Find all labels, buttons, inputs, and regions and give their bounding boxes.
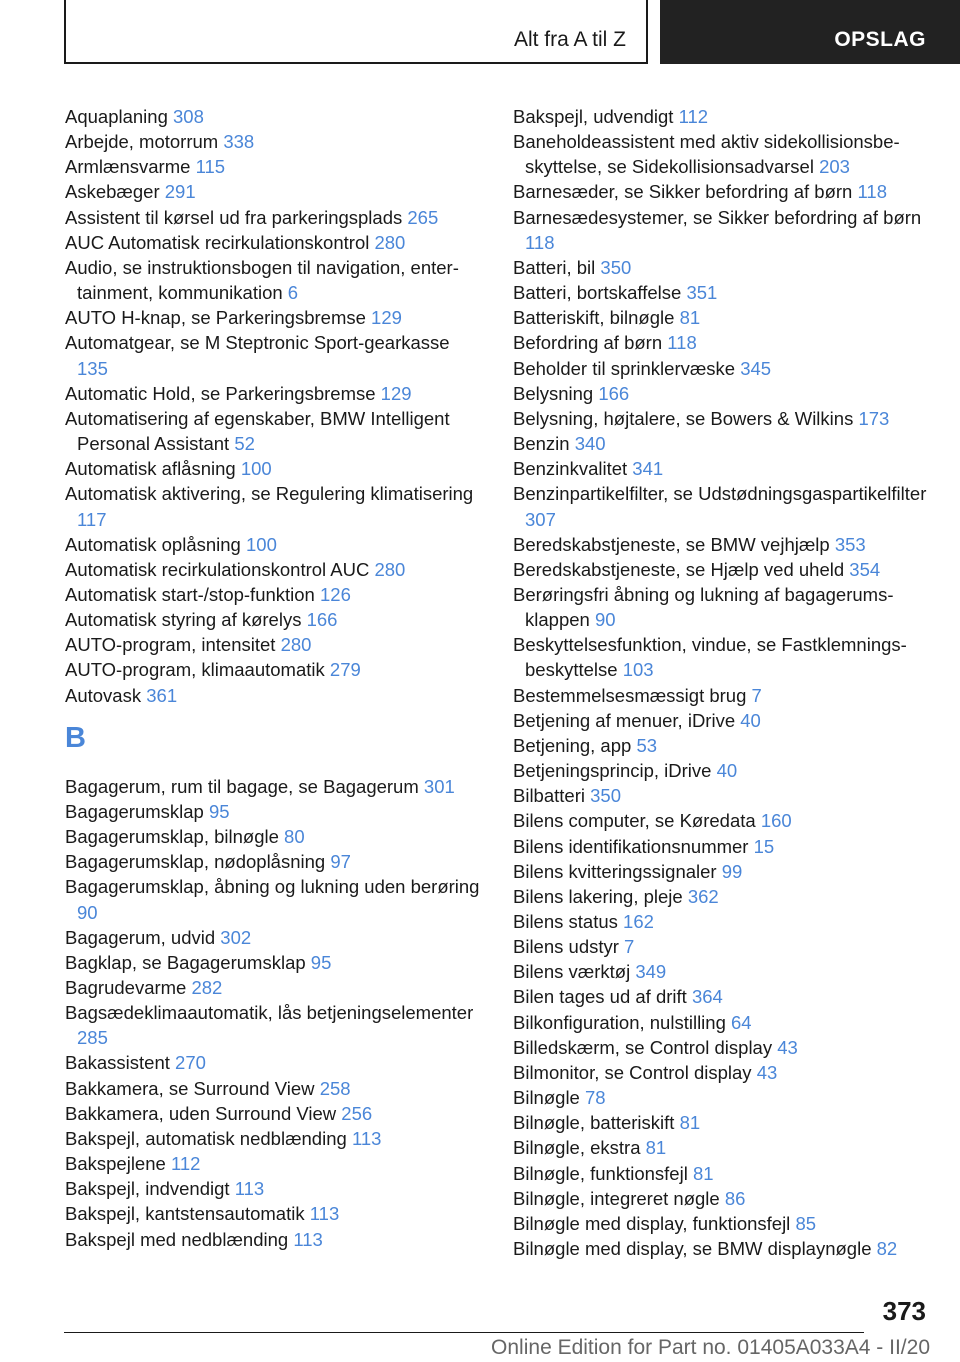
entry-text: Batteri, bortskaffelse bbox=[513, 282, 682, 304]
entry-text: Benzin bbox=[513, 433, 570, 455]
index-column-right bbox=[513, 104, 933, 1261]
page-ref-link[interactable]: 78 bbox=[584, 1087, 606, 1109]
index-entry bbox=[513, 758, 933, 783]
entry-text: Bakspejl, indvendigt bbox=[65, 1178, 230, 1200]
page-ref-link[interactable]: 353 bbox=[834, 533, 866, 555]
page-ref-link[interactable]: 307 bbox=[525, 508, 556, 530]
page-ref-link[interactable]: 166 bbox=[598, 382, 630, 404]
entry-text: Bilnøgle, batteriskift bbox=[513, 1112, 675, 1134]
page-ref-link[interactable]: 112 bbox=[170, 1153, 201, 1175]
page-ref-link[interactable]: 345 bbox=[740, 357, 772, 379]
entry-text: Bagagerumsklap bbox=[65, 800, 204, 822]
entry-text: Batteriskift, bilnøgle bbox=[513, 307, 675, 329]
page-ref-link[interactable]: 364 bbox=[691, 986, 723, 1008]
index-entry bbox=[513, 1135, 933, 1160]
entry-text: AUTO-program, klimaautomatik bbox=[65, 659, 325, 681]
page-ref-link[interactable]: 160 bbox=[760, 810, 792, 832]
entry-text: Automatisk aflåsning bbox=[65, 458, 236, 480]
index-entry bbox=[65, 925, 485, 950]
index-entry bbox=[65, 975, 485, 1000]
page-ref-link[interactable]: 113 bbox=[309, 1203, 340, 1225]
page-ref-link[interactable]: 129 bbox=[380, 382, 412, 404]
page-ref-link[interactable]: 129 bbox=[371, 307, 402, 329]
page-ref-link[interactable]: 265 bbox=[407, 206, 439, 228]
index-entry bbox=[65, 154, 485, 179]
page-ref-link[interactable]: 126 bbox=[320, 583, 351, 605]
index-entry bbox=[65, 330, 485, 380]
entry-text: Assistent til kørsel ud fra parkeringsplads bbox=[65, 206, 403, 228]
index-entry bbox=[65, 632, 485, 657]
page-ref-link[interactable]: 280 bbox=[374, 558, 406, 580]
entry-text: Askebæger bbox=[65, 181, 160, 203]
index-entry bbox=[513, 859, 933, 884]
index-entry bbox=[513, 934, 933, 959]
index-entry bbox=[513, 1010, 933, 1035]
index-entry bbox=[513, 783, 933, 808]
page-ref-link[interactable]: 97 bbox=[330, 851, 351, 873]
page-ref-link[interactable]: 162 bbox=[623, 911, 654, 932]
page-ref-link[interactable]: 40 bbox=[740, 709, 761, 731]
entry-text: Bilbatteri bbox=[513, 785, 585, 807]
page-ref-link[interactable]: 81 bbox=[679, 307, 701, 329]
index-entry bbox=[513, 1211, 933, 1236]
entry-text: AUC Automatisk recirkulationskontrol bbox=[65, 231, 370, 253]
page-ref-link[interactable]: 118 bbox=[667, 332, 697, 354]
entry-text: Bagklap, se Bagagerumsklap bbox=[65, 951, 306, 973]
index-entry bbox=[65, 607, 485, 632]
entry-text: Benzinpartikelfilter, se Udstødningsgaspartikelfilter bbox=[513, 483, 927, 505]
entry-text: Beskyttelsesfunktion, vindue, se Fastklemningsbeskyttelse bbox=[513, 634, 907, 681]
page-ref-link[interactable]: 350 bbox=[600, 256, 632, 278]
entry-text: Automatisk oplåsning bbox=[65, 533, 241, 555]
entry-text: Bilens udstyr bbox=[513, 936, 619, 958]
entry-text: Bagagerum, udvid bbox=[65, 926, 216, 948]
index-entry bbox=[513, 330, 933, 355]
entry-text: Automatisk start-/stop-funktion bbox=[65, 583, 315, 605]
entry-text: Bilmonitor, se Control display bbox=[513, 1061, 752, 1083]
index-entry bbox=[513, 959, 933, 984]
index-list-b bbox=[65, 774, 485, 1252]
index-entry bbox=[513, 733, 933, 758]
index-entry bbox=[65, 657, 485, 682]
index-entry bbox=[513, 179, 933, 204]
page-ref-link[interactable]: 64 bbox=[731, 1011, 752, 1033]
page-ref-link[interactable]: 340 bbox=[574, 433, 606, 455]
index-entry bbox=[65, 582, 485, 607]
page-ref-link[interactable]: 338 bbox=[223, 131, 255, 153]
index-entry bbox=[65, 305, 485, 330]
index-entry bbox=[65, 230, 485, 255]
index-entry bbox=[513, 129, 933, 179]
index-list-a bbox=[65, 104, 485, 708]
index-entry bbox=[65, 1050, 485, 1075]
index-entry bbox=[65, 950, 485, 975]
entry-text: Benzinkvalitet bbox=[513, 458, 628, 480]
entry-text: Autovask bbox=[65, 684, 142, 706]
entry-text: Bestemmelsesmæssigt brug bbox=[513, 684, 747, 706]
page-ref-link[interactable]: 354 bbox=[849, 558, 881, 580]
page-ref-link[interactable]: 350 bbox=[590, 785, 621, 807]
page-ref-link[interactable]: 113 bbox=[351, 1127, 382, 1149]
page-ref-link[interactable]: 99 bbox=[721, 860, 743, 882]
entry-text: Bagagerum, rum til bagage, se Bagagerum bbox=[65, 775, 419, 797]
index-entry bbox=[65, 481, 485, 531]
entry-text: AUTO-program, intensitet bbox=[65, 634, 276, 656]
entry-text: Barnesædesystemer, se Sikker befordring af børn bbox=[513, 206, 922, 228]
entry-text: Bilnøgle med display, funktionsfejl bbox=[513, 1212, 791, 1234]
index-entry bbox=[513, 356, 933, 381]
page-ref-link[interactable]: 15 bbox=[753, 835, 775, 857]
index-entry bbox=[65, 1076, 485, 1101]
entry-text: Bilens kvitteringssignaler bbox=[513, 860, 717, 882]
entry-text: Bakkamera, se Surround View bbox=[65, 1077, 315, 1099]
entry-text: Bakkamera, uden Surround View bbox=[65, 1102, 337, 1124]
index-entry bbox=[65, 179, 485, 204]
page-ref-link[interactable]: 285 bbox=[77, 1027, 108, 1049]
index-entry bbox=[65, 1227, 485, 1252]
entry-text: Bilnøgle bbox=[513, 1087, 580, 1109]
page-ref-link[interactable]: 112 bbox=[678, 106, 709, 127]
page-ref-link[interactable]: 308 bbox=[173, 106, 204, 127]
index-entry bbox=[513, 1035, 933, 1060]
index-entry bbox=[513, 683, 933, 708]
entry-text: Bilens lakering, pleje bbox=[513, 885, 683, 907]
entry-text: Automatisk styring af kørelys bbox=[65, 609, 302, 631]
page-ref-link[interactable]: 6 bbox=[287, 282, 299, 304]
entry-text: Automatisk recirkulationskontrol AUC bbox=[65, 558, 370, 580]
page-ref-link[interactable]: 113 bbox=[234, 1178, 265, 1200]
page-ref-link[interactable]: 256 bbox=[341, 1102, 373, 1124]
page-ref-link[interactable]: 40 bbox=[716, 760, 738, 782]
index-entry bbox=[513, 984, 933, 1009]
footer-divider bbox=[64, 1332, 864, 1333]
page-ref-link[interactable]: 291 bbox=[164, 181, 196, 203]
entry-text: Bakassistent bbox=[65, 1052, 170, 1074]
index-entry bbox=[513, 834, 933, 859]
page-ref-link[interactable]: 52 bbox=[234, 433, 255, 455]
index-entry bbox=[65, 381, 485, 406]
section-title: Alt fra A til Z bbox=[513, 28, 626, 51]
page-ref-link[interactable]: 362 bbox=[687, 885, 719, 907]
entry-text: Beredskabstjeneste, se Hjælp ved uheld bbox=[513, 558, 845, 580]
page-ref-link[interactable]: 43 bbox=[777, 1036, 798, 1058]
index-entry bbox=[513, 582, 933, 632]
entry-text: Billedskærm, se Control display bbox=[513, 1036, 773, 1058]
entry-text: Aquaplaning bbox=[65, 106, 168, 127]
index-entry bbox=[65, 205, 485, 230]
index-entry bbox=[513, 255, 933, 280]
page-ref-link[interactable]: 341 bbox=[632, 458, 664, 480]
entry-text: Bilens computer, se Køredata bbox=[513, 810, 756, 832]
index-entry bbox=[65, 1201, 485, 1226]
index-list-right bbox=[513, 104, 933, 1261]
index-entry bbox=[65, 874, 485, 924]
index-entry bbox=[513, 708, 933, 733]
index-entry bbox=[513, 909, 933, 934]
index-entry bbox=[513, 1085, 933, 1110]
page-ref-link[interactable]: 7 bbox=[751, 684, 762, 706]
page-number: 373 bbox=[882, 1296, 926, 1326]
entry-text: Berøringsfri åbning og lukning af bagagerumsklappen bbox=[513, 583, 894, 631]
entry-text: Bilnøgle, funktionsfejl bbox=[513, 1162, 688, 1184]
page-ref-link[interactable]: 81 bbox=[679, 1112, 701, 1134]
page-ref-link[interactable]: 95 bbox=[208, 800, 230, 822]
entry-text: Betjening, app bbox=[513, 734, 632, 756]
entry-text: Bakspejl, automatisk nedblænding bbox=[65, 1127, 347, 1149]
page-ref-link[interactable]: 135 bbox=[77, 357, 108, 379]
page-ref-link[interactable]: 302 bbox=[220, 926, 252, 948]
index-entry bbox=[513, 532, 933, 557]
entry-text: Bilnøgle, ekstra bbox=[513, 1137, 641, 1159]
index-entry bbox=[513, 1060, 933, 1085]
page-ref-link[interactable]: 280 bbox=[280, 634, 312, 656]
entry-text: Bilkonfiguration, nulstilling bbox=[513, 1011, 726, 1033]
entry-text: Betjeningsprincip, iDrive bbox=[513, 760, 712, 782]
index-entry bbox=[65, 1126, 485, 1151]
entry-text: Automatgear, se M Steptronic Sport-gearkasse bbox=[65, 332, 450, 354]
page-ref-link[interactable]: 85 bbox=[795, 1212, 817, 1234]
entry-text: Befordring af børn bbox=[513, 332, 663, 354]
page-ref-link[interactable]: 115 bbox=[195, 156, 226, 178]
entry-text: Barnesæder, se Sikker befordring af børn bbox=[513, 181, 853, 203]
entry-text: Bilens identifikationsnummer bbox=[513, 835, 749, 857]
page-ref-link[interactable]: 117 bbox=[77, 508, 107, 530]
page-ref-link[interactable]: 80 bbox=[284, 826, 305, 848]
index-entry bbox=[513, 456, 933, 481]
page-ref-link[interactable]: 279 bbox=[329, 659, 361, 681]
page-ref-link[interactable]: 81 bbox=[692, 1162, 714, 1184]
page-ref-link[interactable]: 100 bbox=[240, 458, 272, 480]
entry-text: Beholder til sprinklervæske bbox=[513, 357, 736, 379]
index-column-left bbox=[65, 104, 485, 1252]
page-ref-link[interactable]: 280 bbox=[374, 231, 406, 253]
page-ref-link[interactable]: 90 bbox=[594, 609, 616, 631]
index-entry bbox=[513, 884, 933, 909]
index-entry bbox=[65, 799, 485, 824]
page-ref-link[interactable]: 203 bbox=[819, 156, 850, 178]
page-ref-link[interactable]: 361 bbox=[146, 684, 178, 706]
index-entry bbox=[65, 255, 485, 305]
entry-text: Betjening af menuer, iDrive bbox=[513, 709, 736, 731]
index-entry bbox=[65, 1176, 485, 1201]
entry-text: Bagagerumsklap, nødoplåsning bbox=[65, 851, 326, 873]
page-ref-link[interactable]: 173 bbox=[858, 407, 890, 429]
page-ref-link[interactable]: 81 bbox=[645, 1137, 667, 1159]
page-ref-link[interactable]: 301 bbox=[423, 775, 455, 797]
entry-text: Bagsædeklimaautomatik, lås betjeningselementer bbox=[65, 1002, 474, 1024]
index-entry bbox=[513, 1110, 933, 1135]
page-ref-link[interactable]: 7 bbox=[624, 936, 635, 958]
entry-text: Armlænsvarme bbox=[65, 156, 191, 178]
index-entry bbox=[65, 456, 485, 481]
page-ref-link[interactable]: 113 bbox=[293, 1228, 323, 1250]
index-entry bbox=[513, 104, 933, 129]
entry-text: Bagagerumsklap, bilnøgle bbox=[65, 826, 279, 848]
page-ref-link[interactable]: 103 bbox=[622, 659, 654, 681]
entry-text: Bagrudevarme bbox=[65, 977, 187, 998]
page-ref-link[interactable]: 270 bbox=[175, 1052, 206, 1074]
page-ref-link[interactable]: 118 bbox=[857, 181, 887, 203]
index-entry bbox=[65, 683, 485, 708]
index-entry bbox=[513, 632, 933, 682]
index-entry bbox=[65, 406, 485, 456]
index-entry bbox=[65, 1101, 485, 1126]
entry-text: Beredskabstjeneste, se BMW vejhjælp bbox=[513, 533, 830, 555]
page-ref-link[interactable]: 100 bbox=[246, 533, 277, 555]
index-entry bbox=[513, 808, 933, 833]
page-ref-link[interactable]: 349 bbox=[635, 961, 667, 983]
index-entry bbox=[65, 774, 485, 799]
entry-text: Audio, se instruktionsbogen til navigation, entertainment, kommunikation bbox=[65, 256, 459, 304]
entry-text: Bakspejl, udvendigt bbox=[513, 106, 674, 127]
index-entry bbox=[513, 557, 933, 582]
index-entry bbox=[65, 557, 485, 582]
index-entry bbox=[513, 205, 933, 255]
index-entry bbox=[513, 481, 933, 531]
entry-text: Bakspejl med nedblænding bbox=[65, 1228, 289, 1250]
entry-text: Belysning, højtalere, se Bowers & Wilkins bbox=[513, 407, 854, 429]
page-ref-link[interactable]: 118 bbox=[525, 231, 555, 253]
page-ref-link[interactable]: 351 bbox=[686, 282, 718, 304]
index-entry bbox=[513, 1186, 933, 1211]
page-ref-link[interactable]: 82 bbox=[876, 1238, 898, 1260]
entry-text: Bilnøgle, integreret nøgle bbox=[513, 1187, 720, 1209]
header-tab bbox=[660, 0, 960, 64]
index-entry bbox=[65, 1000, 485, 1050]
entry-text: Belysning bbox=[513, 382, 594, 404]
page-ref-link[interactable]: 53 bbox=[636, 734, 658, 756]
index-entry bbox=[65, 849, 485, 874]
page-ref-link[interactable]: 90 bbox=[77, 901, 98, 923]
index-entry bbox=[513, 431, 933, 456]
index-entry bbox=[65, 1151, 485, 1176]
entry-text: Bilens status bbox=[513, 911, 618, 932]
entry-text: Bilens værktøj bbox=[513, 961, 631, 983]
page-ref-link[interactable]: 282 bbox=[191, 977, 223, 998]
index-entry bbox=[65, 104, 485, 129]
page-ref-link[interactable]: 86 bbox=[724, 1187, 746, 1209]
index-entry bbox=[513, 406, 933, 431]
entry-text: Automatic Hold, se Parkeringsbremse bbox=[65, 382, 376, 404]
page-ref-link[interactable]: 95 bbox=[310, 951, 332, 973]
entry-text: Bilen tages ud af drift bbox=[513, 986, 687, 1008]
tab-label: OPSLAG bbox=[834, 28, 926, 51]
entry-text: Baneholdeassistent med aktiv sidekollisionsbeskyttelse, se Sidekollisionsadvarsel bbox=[513, 131, 900, 178]
index-entry bbox=[513, 1161, 933, 1186]
page-ref-link[interactable]: 258 bbox=[319, 1077, 351, 1099]
entry-text: Bilnøgle med display, se BMW displaynøgle bbox=[513, 1238, 872, 1260]
footer-text: Online Edition for Part no. 01405A033A4 - II/20 bbox=[491, 1336, 930, 1359]
entry-text: Bakspejlene bbox=[65, 1153, 166, 1175]
page-ref-link[interactable]: 43 bbox=[756, 1061, 778, 1083]
index-entry bbox=[65, 532, 485, 557]
page-ref-link[interactable]: 166 bbox=[306, 609, 338, 631]
letter-heading: B bbox=[65, 721, 86, 754]
header-frame bbox=[64, 0, 648, 64]
index-entry bbox=[65, 824, 485, 849]
index-entry bbox=[65, 129, 485, 154]
entry-text: Batteri, bil bbox=[513, 256, 596, 278]
entry-text: Arbejde, motorrum bbox=[65, 131, 219, 153]
index-entry bbox=[513, 305, 933, 330]
index-entry bbox=[513, 280, 933, 305]
entry-text: Bakspejl, kantstensautomatik bbox=[65, 1203, 305, 1225]
entry-text: Automatisk aktivering, se Regulering klimatisering bbox=[65, 483, 474, 505]
entry-text: AUTO H-knap, se Parkeringsbremse bbox=[65, 307, 366, 329]
entry-text: Bagagerumsklap, åbning og lukning uden berøring bbox=[65, 876, 480, 898]
entry-text: Automatisering af egenskaber, BMW Intelligent Personal Assistant bbox=[65, 407, 450, 455]
index-entry bbox=[513, 1236, 933, 1261]
index-entry bbox=[513, 381, 933, 406]
